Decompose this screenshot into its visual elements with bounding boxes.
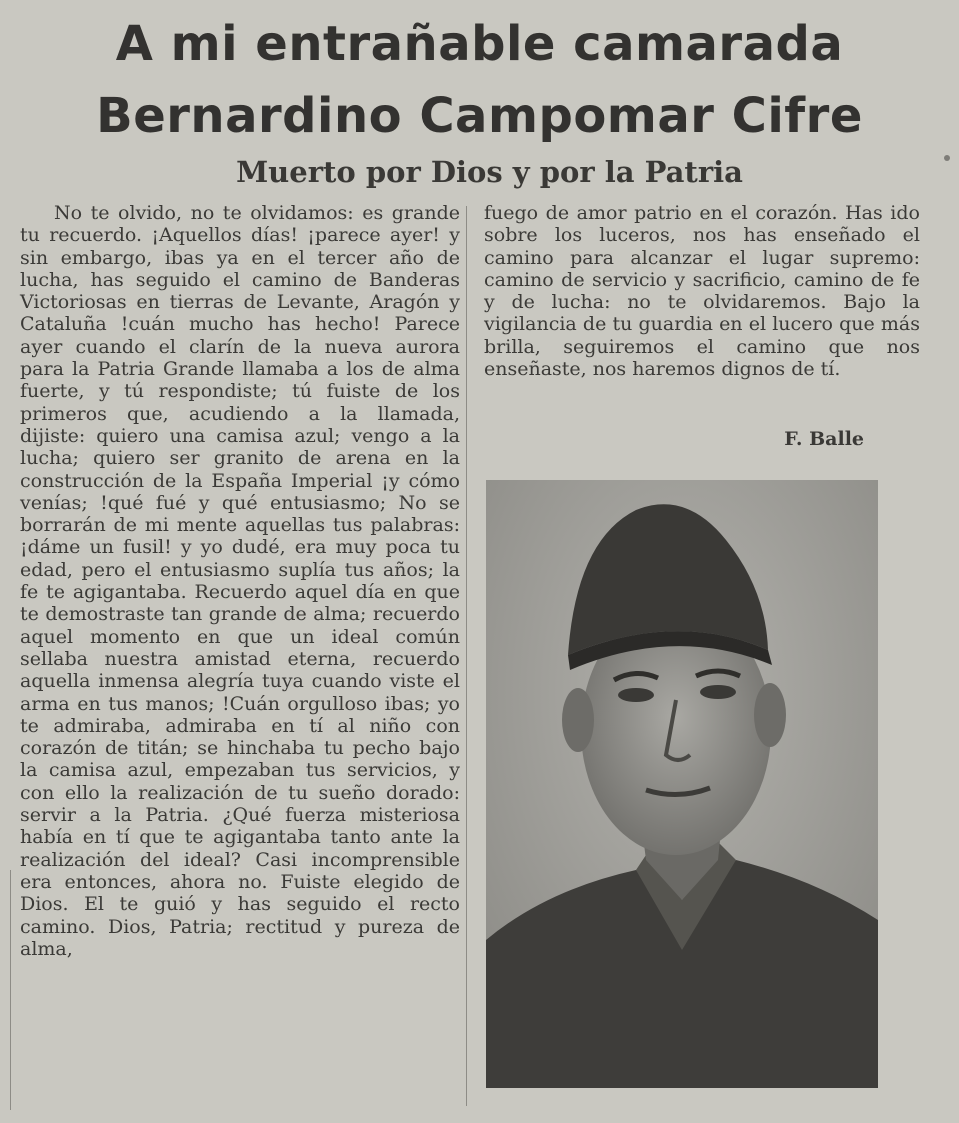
article-right-column: [484, 202, 920, 380]
article-title-line2: Bernardino Campomar Cifre: [96, 88, 863, 144]
print-speck: [944, 155, 950, 161]
left-column-text: No te olvido, no te olvidamos: es grande tu recuerdo. ¡Aquellos días! ¡parece ayer! y sin embargo, ibas ya en el tercer año de lucha, has seguido el camino de Banderas Victoriosas en tierras de Levante, Aragón y Cataluña !cuán mucho has hecho! Parece ayer cuando el clarín de la nueva aurora para la Patria Grande llamaba a los de alma fuerte, y tú respondiste; tú fuiste de los primeros que, acudiendo a la llamada, dijiste: quiero una camisa azul; vengo a la lucha; quiero ser granito de arena en la construcción de la España Imperial ¡y cómo venías; !qué fué y qué entusiasmo; No se borrarán de mi mente aquellas tus palabras: ¡dáme un fusil! y yo dudé, era muy poca tu edad, pero el entusiasmo suplía tus años; la fe te agigantaba. Recuerdo aquel día en que te demostraste tan grande de alma; recuerdo aquel momento en que un ideal común sellaba nuestra amistad eterna, recuerdo aquella inmensa alegría tuya cuando viste el arma en tus manos; !Cuán orgulloso ibas; yo te admiraba, admiraba en tí al niño con corazón de titán; se hinchaba tu pecho bajo la camisa azul, empezaban tus servicios, y con ello la realización de tu sueño dorado: servir a la Patria. ¿Qué fuerza misteriosa había en tí que te agigantaba tanto ante la realización del ideal? Casi incomprensible era entonces, ahora no. Fuiste elegido de Dios. El te guió y has seguido el recto camino. Dios, Patria; rectitud y pureza de alma,: [20, 202, 460, 960]
article-left-column: [20, 202, 460, 960]
article-title-line1: A mi entrañable camarada: [115, 16, 844, 72]
column-divider: [466, 206, 467, 1106]
author-signature: F. Balle: [784, 428, 864, 450]
portrait-illustration: [486, 480, 878, 1088]
portrait-photo: [486, 480, 878, 1088]
article-subtitle: Muerto por Dios y por la Patria: [236, 155, 743, 189]
margin-line: [10, 870, 11, 1110]
right-column-text: fuego de amor patrio en el corazón. Has ido sobre los luceros, nos has enseñado el camino para alcanzar el lugar supremo: camino de servicio y sacrificio, camino de fe y de lucha: no te olvidaremos. Bajo la vigilancia de tu guardia en el lucero que más brilla, seguiremos el camino que nos enseñaste, nos haremos dignos de tí.: [484, 202, 920, 381]
